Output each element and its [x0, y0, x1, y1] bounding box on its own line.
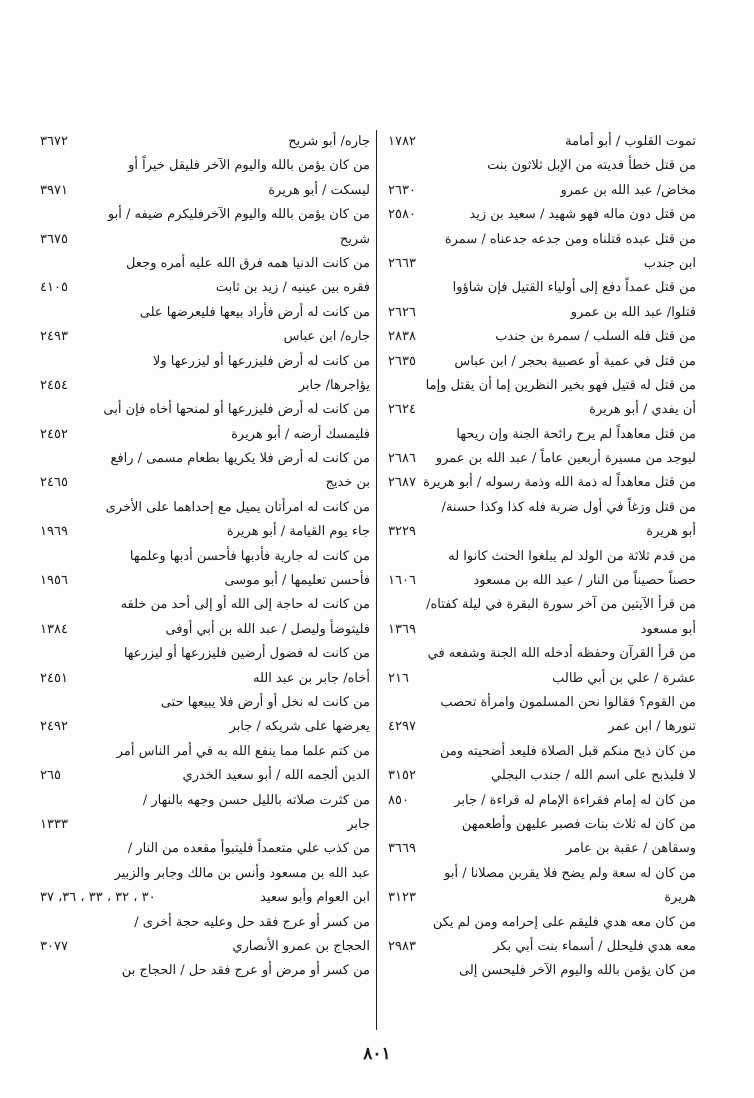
index-entry-line [380, 154, 700, 178]
entry-text: ليسكت / أبو هريرة [268, 182, 370, 198]
entry-hadith-number: ٨٥٠ [388, 792, 409, 808]
index-entry-line [40, 837, 370, 861]
index-entry-line [40, 276, 370, 300]
page-number: ٨٠١ [363, 1044, 391, 1064]
entry-hadith-number: ٢٤٥٢ [40, 426, 68, 442]
index-entry-line [380, 642, 700, 666]
index-entry-line [380, 228, 700, 252]
index-column-left [40, 130, 370, 984]
index-entry-line [40, 203, 370, 227]
index-entry-line [380, 520, 700, 544]
entry-text: فليمسك أرضه / أبو هريرة [231, 426, 370, 442]
index-entry-line [40, 179, 370, 203]
index-entry-line [380, 130, 700, 154]
index-entry-line [40, 252, 370, 276]
index-entry-line [40, 545, 370, 569]
entry-text: من كسر أو مرض أو عرج فقد حل / الحجاج بن [121, 963, 370, 979]
entry-hadith-number: ٢٦٥ [40, 768, 61, 784]
index-entry-line [40, 886, 370, 910]
index-entry-line [40, 642, 370, 666]
entry-text: من كانت له أرض فليزرعها أو ليزرعها ولا [152, 353, 370, 369]
index-entry-line [380, 203, 700, 227]
index-entry-line [380, 374, 700, 398]
index-entry-line [40, 325, 370, 349]
index-entry-line [40, 496, 370, 520]
entry-text: تموت القلوب / أبو أمامة [565, 134, 696, 149]
entry-text: من قتل معاهداً لم يرح رائحة الجنة وإن ريحها [456, 426, 696, 442]
entry-text: جاره/ ابن عباس [283, 329, 370, 345]
index-entry-line [40, 301, 370, 325]
index-entry-line [380, 301, 700, 325]
entry-text: من كان له سعة ولم يضح فلا يقربن مصلانا / أبو [444, 865, 696, 881]
entry-hadith-number: ٣٢٢٩ [388, 524, 416, 540]
index-entry-line [380, 911, 700, 935]
index-entry-line [40, 862, 370, 886]
entry-text: من كان يؤمن بالله واليوم الآخر فليقل خيراً أو [128, 158, 370, 174]
index-entry-line [380, 593, 700, 617]
entry-text: من كان ذبح منكم قبل الصلاة فليعد أضحيته ومن [439, 743, 696, 759]
index-entry-line [40, 350, 370, 374]
entry-text: من قتل عبده قتلناه ومن جدعه جدعناه / سمرة [444, 231, 696, 247]
entry-text: من قتل معاهداً له ذمة الله وذمة رسوله / أبو هريرة [423, 475, 696, 491]
entry-hadith-number: ٢٥٨٠ [388, 207, 416, 223]
index-entry-line [40, 715, 370, 739]
entry-hadith-number: ١٣٣٣ [40, 816, 68, 832]
entry-text: لا فليذبح على اسم الله / جندب البجلي [491, 768, 696, 784]
entry-hadith-number: ٢٤٦٥ [40, 475, 68, 491]
entry-text: من قرأ القرآن وحفظه أدخله الله الجنة وشفعه في [427, 646, 696, 662]
entry-text: من قتل فله السلب / سمرة بن جندب [495, 329, 696, 345]
entry-text: فأحسن تعليمها / أبو موسى [224, 573, 370, 589]
entry-text: من قتل وزغاً في أول ضربة فله كذا وكذا حسنة/ [441, 499, 696, 515]
entry-hadith-number: ٢٨٣٨ [388, 329, 416, 345]
entry-text: من قتل خطأ فديته من الإبل ثلاثون بنت [487, 158, 696, 174]
index-entry-line [380, 789, 700, 813]
entry-text: من كان يؤمن بالله واليوم الآخر فليحسن إلى [459, 963, 696, 979]
entry-text: من كان معه هدي فليقم على إحرامه ومن لم يكن [432, 914, 696, 930]
entry-hadith-number: ٣٠ ، ٣٢ ، ٣٣ ، ٣٦، ٣٧ [40, 890, 156, 906]
entry-text: من كان يؤمن بالله واليوم الآخرفليكرم ضيفه / أبو [107, 207, 370, 223]
index-entry-line [40, 959, 370, 983]
entry-hadith-number: ٢٦٣٠ [388, 182, 416, 198]
index-entry-line [380, 325, 700, 349]
entry-text: من قرأ الآيتين من آخر سورة البقرة في ليلة كفتاه/ [426, 597, 696, 613]
entry-text: من كسر أو عرج فقد حل وعليه حجة أخرى / [134, 914, 370, 930]
entry-hadith-number: ١٣٦٩ [388, 621, 416, 637]
index-entry-line [380, 179, 700, 203]
index-entry-line [40, 423, 370, 447]
entry-hadith-number: ٢٤٩٣ [40, 329, 68, 345]
entry-hadith-number: ٢٤٩٢ [40, 719, 68, 735]
entry-text: من كانت له نخل أو أرض فلا يبيعها حتى [160, 694, 370, 710]
index-entry-line [40, 813, 370, 837]
index-entry-line [380, 959, 700, 983]
entry-hadith-number: ٢٦٢٦ [388, 304, 416, 320]
index-entry-line [380, 740, 700, 764]
entry-text: من كانت الدنيا همه فرق الله عليه أمره وجعل [126, 255, 370, 271]
entry-text: من كان له إمام فقراءة الإمام له قراءة / جابر [454, 792, 696, 808]
entry-hadith-number: ٣٦٧٥ [40, 231, 68, 247]
index-entry-line [40, 911, 370, 935]
entry-text: من قتل عمداً دفع إلى أولياء القتيل فإن شاؤوا [452, 280, 696, 296]
index-entry-line [380, 691, 700, 715]
index-entry-line [380, 569, 700, 593]
entry-text: تنورها / ابن عمر [608, 719, 696, 735]
entry-text: فليتوضأ وليصل / عبد الله بن أبي أوفى [165, 621, 370, 637]
entry-text: جاء يوم القيامة / أبو هريرة [226, 524, 370, 540]
entry-text: من كانت له حاجة إلى الله أو إلى أحد من خلقه [120, 597, 370, 613]
entry-hadith-number: ٢٦٣٥ [388, 353, 416, 369]
entry-hadith-number: ٢٩٨٣ [388, 938, 416, 954]
entry-text: من القوم؟ فقالوا نحن المسلمون وامرأة تحصب [440, 694, 696, 710]
index-entry-line [380, 715, 700, 739]
index-entry-line [380, 496, 700, 520]
index-entry-line [380, 837, 700, 861]
index-entry-line [380, 935, 700, 959]
entry-hadith-number: ٣٩٧١ [40, 182, 68, 198]
index-entry-line [40, 154, 370, 178]
index-entry-line [40, 740, 370, 764]
entry-text: من كتم علما مما ينفع الله به في أمر الناس أمر [116, 743, 370, 759]
entry-text: عشرة / علي بن أبي طالب [552, 670, 696, 686]
entry-text: ابن العوام وأبو سعيد [260, 890, 370, 906]
index-entry-line [40, 569, 370, 593]
entry-text: الحجاج بن عمرو الأنصاري [232, 938, 370, 954]
column-divider [376, 130, 377, 1030]
entry-hadith-number: ٢٤٥١ [40, 670, 68, 686]
entry-text: ابن جندب [643, 255, 696, 271]
entry-text: معه هدي فليحلل / أسماء بنت أبي بكر [493, 938, 696, 954]
index-entry-line [40, 618, 370, 642]
index-entry-line [40, 691, 370, 715]
index-entry-line [380, 423, 700, 447]
entry-text: مخاض/ عبد الله بن عمرو [560, 182, 696, 198]
index-entry-line [40, 130, 370, 154]
entry-text: من كانت له أرض فلا يكريها بطعام مسمى / رافع [110, 451, 370, 467]
index-entry-line [380, 398, 700, 422]
index-entry-line [40, 520, 370, 544]
entry-hadith-number: ٢٦٨٧ [388, 475, 416, 491]
entry-text: وسقاهن / عقبة بن عامر [566, 841, 696, 857]
index-entry-line [40, 764, 370, 788]
entry-hadith-number: ٢٤٥٤ [40, 377, 68, 393]
entry-hadith-number: ١٦٠٦ [388, 573, 416, 589]
index-entry-line [380, 447, 700, 471]
entry-text: من قتل في عمية أو عصبية بحجر / ابن عباس [454, 353, 696, 369]
index-entry-line [380, 276, 700, 300]
index-entry-line [40, 471, 370, 495]
entry-text: من كانت له أرض فليزرعها أو لمنحها أخاه فإن أبى [103, 402, 370, 418]
entry-text: أخاه/ جابر بن عبد الله [253, 670, 370, 686]
entry-text: شريح [339, 231, 370, 247]
entry-text: الدين ألجمه الله / أبو سعيد الخدري [182, 768, 370, 784]
entry-text: جابر [347, 816, 370, 832]
entry-text: من كذب علي متعمداً فليتبوأ مقعده من النار / [127, 841, 370, 857]
entry-text: من كانت له أرض فأراد بيعها فليعرضها على [139, 304, 370, 320]
entry-text: من قتل له قتيل فهو بخير النظرين إما أن يقتل وإما [425, 377, 696, 393]
entry-text: جاره/ أبو شريح [288, 134, 370, 149]
index-entry-line [380, 252, 700, 276]
entry-hadith-number: ٤١٠٥ [40, 280, 68, 296]
index-column-right [380, 130, 700, 984]
entry-text: أن يفدي / أبو هريرة [589, 402, 696, 418]
entry-hadith-number: ٣٠٧٧ [40, 938, 68, 954]
entry-text: من قتل دون ماله فهو شهيد / سعيد بن زيد [469, 207, 696, 223]
entry-hadith-number: ١٣٨٤ [40, 621, 68, 637]
entry-hadith-number: ٢١٦ [388, 670, 409, 686]
entry-hadith-number: ١٧٨٢ [388, 134, 416, 149]
entry-hadith-number: ٢٦٨٦ [388, 451, 416, 467]
index-entry-line [40, 228, 370, 252]
index-entry-line [40, 398, 370, 422]
entry-hadith-number: ١٩٥٦ [40, 573, 68, 589]
index-entry-line [40, 593, 370, 617]
entry-text: من كثرت صلاته بالليل حسن وجهه بالنهار / [142, 792, 370, 808]
index-entry-line [40, 667, 370, 691]
entry-hadith-number: ٤٢٩٧ [388, 719, 416, 735]
entry-hadith-number: ٢٦٢٤ [388, 402, 416, 418]
entry-text: يعرضها على شريكه / جابر [229, 719, 370, 735]
entry-text: من كانت له جارية فأدبها فأحسن أدبها وعلمها [129, 548, 370, 564]
index-entry-line [380, 764, 700, 788]
entry-hadith-number: ٣٦٧٢ [40, 134, 68, 149]
entry-text: من كان له ثلاث بنات فصبر عليهن وأطعمهن [461, 816, 696, 832]
entry-hadith-number: ٣٦٦٩ [388, 841, 416, 857]
index-entry-line [380, 471, 700, 495]
entry-text: حصناً حصيناً من النار / عبد الله بن مسعود [473, 573, 696, 589]
index-entry-line [40, 447, 370, 471]
entry-text: هريرة [664, 890, 696, 906]
index-entry-line [380, 545, 700, 569]
entry-text: عبد الله بن مسعود وأنس بن مالك وجابر والزبير [114, 865, 370, 881]
index-entry-line [380, 667, 700, 691]
index-entry-line [380, 350, 700, 374]
index-entry-line [380, 618, 700, 642]
entry-text: ليوجد من مسيرة أربعين عاماً / عبد الله بن عمرو [435, 451, 696, 467]
entry-text: قتلوا/ عبد الله بن عمرو [570, 304, 696, 320]
entry-text: يؤاجرها/ جابر [298, 377, 370, 393]
index-entry-line [40, 935, 370, 959]
entry-text: من كانت له فضول أرضين فليزرعها أو ليزرعها [123, 646, 370, 662]
index-entry-line [380, 862, 700, 886]
entry-text: فقره بين عينيه / زيد بن ثابت [215, 280, 370, 296]
entry-text: من كانت له امرأتان يميل مع إحداهما على الأخرى [105, 499, 370, 515]
entry-hadith-number: ٢٦٦٣ [388, 255, 416, 271]
entry-text: أبو مسعود [640, 621, 696, 637]
entry-text: من قدم ثلاثة من الولد لم يبلغوا الحنث كانوا له [448, 548, 696, 564]
entry-text: أبو هريرة [646, 524, 696, 540]
index-entry-line [40, 789, 370, 813]
entry-hadith-number: ٣١٢٣ [388, 890, 416, 906]
index-entry-line [380, 886, 700, 910]
index-entry-line [380, 813, 700, 837]
entry-hadith-number: ١٩٦٩ [40, 524, 68, 540]
entry-hadith-number: ٣١٥٢ [388, 768, 416, 784]
entry-text: بن خديج [325, 475, 370, 491]
index-entry-line [40, 374, 370, 398]
